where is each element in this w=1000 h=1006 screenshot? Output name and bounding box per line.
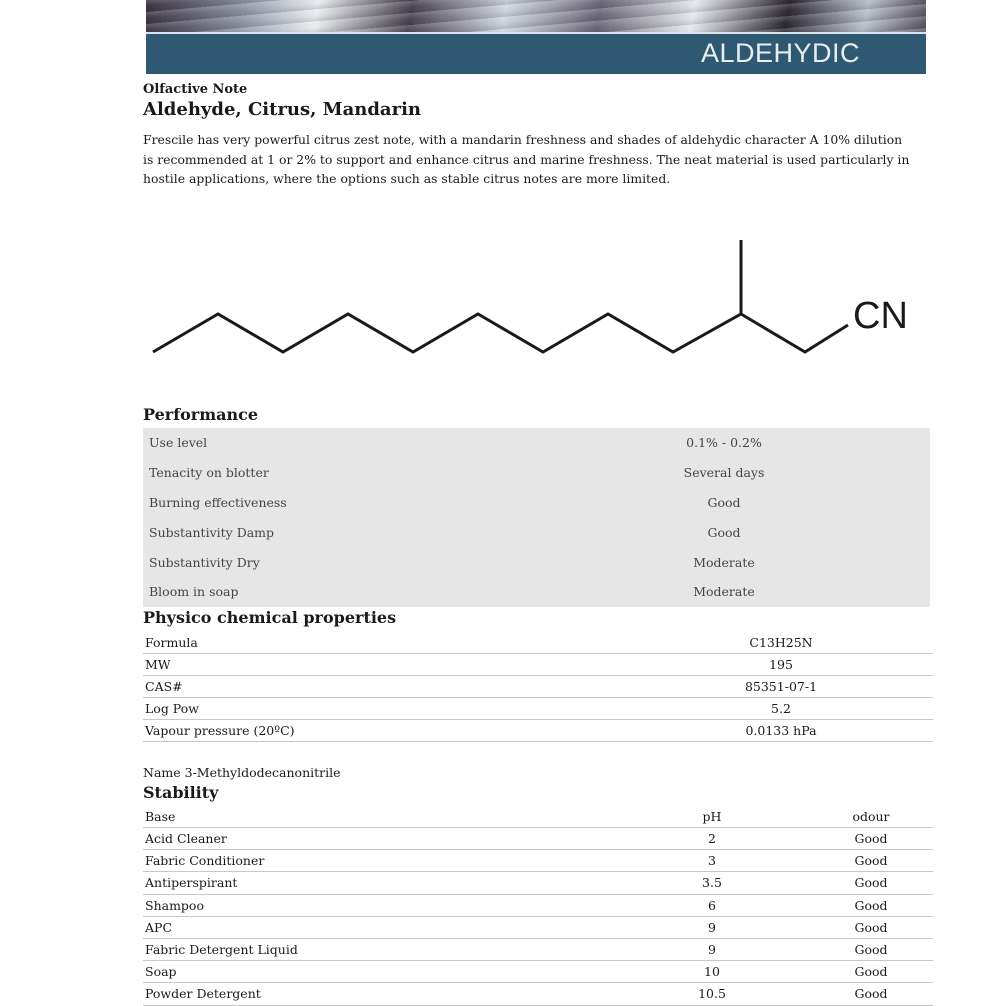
performance-row xyxy=(143,547,930,577)
performance-label: Substantivity Dry xyxy=(149,554,260,570)
stability-base: Powder Detergent xyxy=(143,983,615,1005)
stability-base: APC xyxy=(143,916,615,938)
stability-base: Shampoo xyxy=(143,894,615,916)
stability-header-base: Base xyxy=(143,806,615,828)
chemical-structure-diagram xyxy=(143,232,933,372)
stability-odour: Good xyxy=(809,828,933,850)
stability-title: Stability xyxy=(143,783,219,802)
chemical-name: Name 3-Methyldodecanonitrile xyxy=(143,765,341,780)
stability-odour: Good xyxy=(809,916,933,938)
physico-label: CAS# xyxy=(143,676,629,698)
stability-base: Soap xyxy=(143,961,615,983)
performance-value: Good xyxy=(707,494,741,510)
stability-base: Fabric Detergent Liquid xyxy=(143,938,615,960)
banner-bar xyxy=(146,32,926,74)
stability-ph: 3 xyxy=(615,850,809,872)
stability-odour: Good xyxy=(809,938,933,960)
stability-odour: Good xyxy=(809,872,933,894)
performance-value: Good xyxy=(707,524,741,540)
physico-label: Formula xyxy=(143,632,629,654)
physico-row xyxy=(143,676,933,698)
performance-row xyxy=(143,428,930,458)
stability-base: Antiperspirant xyxy=(143,872,615,894)
stability-ph: 2 xyxy=(615,828,809,850)
stability-ph: 10.5 xyxy=(615,983,809,1005)
stability-row xyxy=(143,872,933,894)
stability-row xyxy=(143,916,933,938)
stability-ph: 3.5 xyxy=(615,872,809,894)
performance-value: Moderate xyxy=(693,584,755,600)
physico-value: 0.0133 hPa xyxy=(629,720,933,742)
physico-chemical-title: Physico chemical properties xyxy=(143,608,397,627)
stability-ph: 9 xyxy=(615,938,809,960)
physico-value: 195 xyxy=(629,654,933,676)
physico-row xyxy=(143,632,933,654)
performance-row xyxy=(143,488,930,518)
banner-title: ALDEHYDIC xyxy=(700,38,860,68)
stability-row xyxy=(143,983,933,1005)
stability-odour: Good xyxy=(809,894,933,916)
performance-label: Bloom in soap xyxy=(149,584,239,600)
physico-chemical-table xyxy=(143,632,933,742)
physico-value: 85351-07-1 xyxy=(629,676,933,698)
physico-row xyxy=(143,720,933,742)
performance-value: Moderate xyxy=(693,554,755,570)
stability-row xyxy=(143,828,933,850)
performance-label: Use level xyxy=(149,435,208,451)
stability-row xyxy=(143,850,933,872)
stability-odour: Good xyxy=(809,961,933,983)
physico-row xyxy=(143,698,933,720)
physico-value: 5.2 xyxy=(629,698,933,720)
stability-row xyxy=(143,894,933,916)
performance-row xyxy=(143,458,930,488)
performance-table xyxy=(143,428,930,607)
physico-label: Log Pow xyxy=(143,698,629,720)
stability-table xyxy=(143,806,933,1006)
performance-label: Tenacity on blotter xyxy=(149,465,269,481)
performance-label: Substantivity Damp xyxy=(149,524,275,540)
stability-ph: 6 xyxy=(615,894,809,916)
physico-row xyxy=(143,654,933,676)
performance-label: Burning effectiveness xyxy=(149,494,287,510)
physico-value: C13H25N xyxy=(629,632,933,654)
carbon-chain-bonds xyxy=(153,314,848,352)
performance-row xyxy=(143,517,930,547)
performance-title: Performance xyxy=(143,405,259,424)
stability-odour: Good xyxy=(809,850,933,872)
stability-odour: Good xyxy=(809,983,933,1005)
performance-value: Several days xyxy=(683,465,765,481)
stability-header-ph: pH xyxy=(615,806,809,828)
stability-base: Fabric Conditioner xyxy=(143,850,615,872)
stability-ph: 10 xyxy=(615,961,809,983)
stability-row xyxy=(143,961,933,983)
olfactive-note-label: Olfactive Note xyxy=(143,82,248,97)
stability-base: Acid Cleaner xyxy=(143,828,615,850)
stability-header-odour: odour xyxy=(809,806,933,828)
olfactive-note-headline: Aldehyde, Citrus, Mandarin xyxy=(143,99,422,120)
stability-row xyxy=(143,938,933,960)
physico-label: MW xyxy=(143,654,629,676)
physico-label: Vapour pressure (20ºC) xyxy=(143,720,629,742)
performance-value: 0.1% - 0.2% xyxy=(686,435,762,451)
product-description: Frescile has very powerful citrus zest note, with a mandarin freshness and shades of aldehydic character A 10% dilution is recommended at 1 or 2% to support and enhance citrus and marine freshness. The neat material is used particularly in hostile applications, where the options such as stable citrus notes are more limited. xyxy=(143,132,910,186)
banner-artwork xyxy=(146,0,926,32)
intro-section xyxy=(143,80,933,189)
nitrile-group-label: CN xyxy=(853,295,908,337)
performance-row xyxy=(143,577,930,607)
stability-header-row xyxy=(143,806,933,828)
stability-ph: 9 xyxy=(615,916,809,938)
